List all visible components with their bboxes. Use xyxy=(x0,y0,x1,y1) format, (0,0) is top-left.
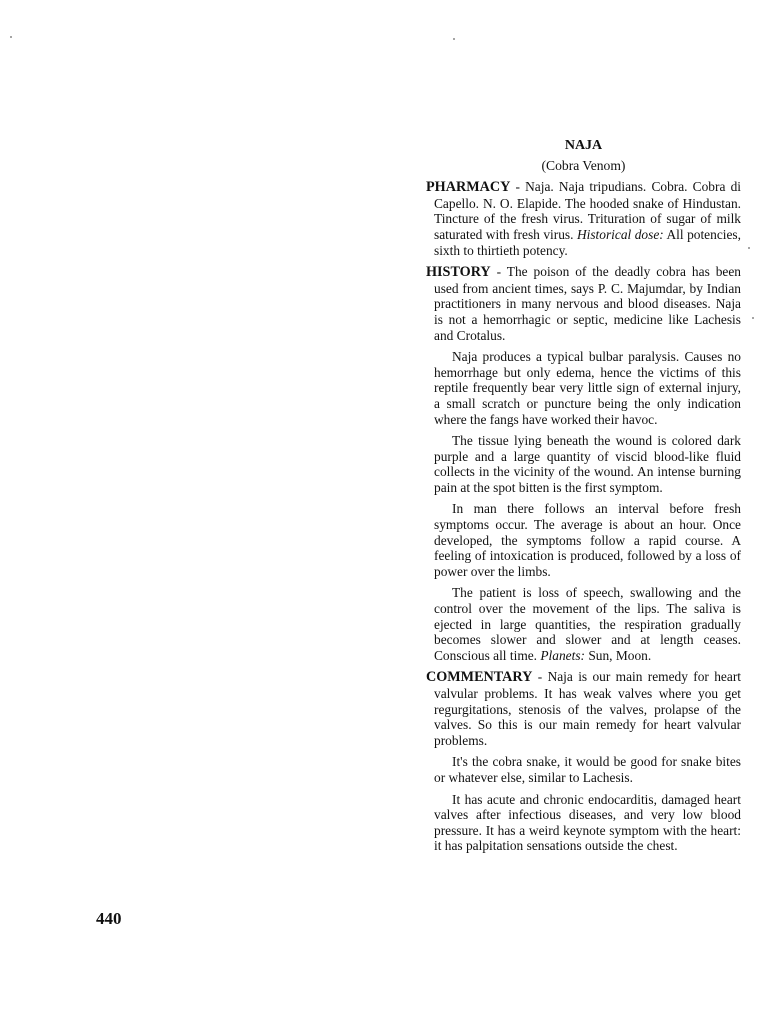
history-paragraph-planets xyxy=(426,585,741,663)
remedy-subtitle: (Cobra Venom) xyxy=(541,157,626,173)
page-number: 440 xyxy=(96,909,122,928)
commentary-paragraph: It's the cobra snake, it would be good for snake bites or whatever else, similar to Lachesis. xyxy=(434,754,741,785)
commentary-paragraph: It has acute and chronic endocarditis, damaged heart valves after infectious diseases, and very low blood pressure. It has a weird keynote symptom with the heart: it has palpitation sensations outside the chest. xyxy=(434,791,741,854)
commentary-section xyxy=(426,669,741,748)
history-section xyxy=(426,264,741,343)
history-last-text: The patient is loss of speech, swallowing and the control over the movement of the lips. The saliva is ejected in large quantities, the respiration gradually becomes slower and slower and at length ceases. Conscious all time. xyxy=(434,585,741,663)
historical-dose-text: All potencies, sixth to thirtieth potency. xyxy=(434,226,741,258)
pharmacy-text: - Naja. Naja tripudians. Cobra. Cobra di Capello. N. O. Elapide. The hooded snake of Hindustan. Tincture of the fresh virus. Trituration of sugar of milk saturated with fresh virus. xyxy=(434,179,741,242)
remedy-title: NAJA xyxy=(564,138,603,153)
commentary-text: - Naja is our main remedy for heart valvular problems. It has weak valves where you get regurgitations, stenosis of the valves, prolapse of the valves. So this is our main remedy for heart valvular problems. xyxy=(434,669,741,748)
history-paragraph: The tissue lying beneath the wound is colored dark purple and a large quantity of viscid blood-like fluid collects in the vicinity of the wound. An intense burning pain at the spot bitten is the first symptom. xyxy=(434,433,741,495)
planets-label: Planets: xyxy=(540,647,585,663)
planets-value: Sun, Moon. xyxy=(585,647,652,663)
scan-speck xyxy=(752,317,754,319)
history-heading: HISTORY xyxy=(426,264,491,281)
pharmacy-heading: PHARMACY xyxy=(426,179,511,196)
history-paragraph: In man there follows an interval before fresh symptoms occur. The average is about an hour. Once developed, the symptoms follow a rapid course. A feeling of intoxication is produced, followed by a loss of power over the limbs. xyxy=(434,501,741,579)
scan-speck xyxy=(748,247,750,249)
entry-column xyxy=(426,138,741,854)
pharmacy-section xyxy=(426,179,741,258)
scan-speck xyxy=(453,38,455,40)
history-text: - The poison of the deadly cobra has been used from ancient times, says P. C. Majumdar, by Indian practitioners in many nervous and blood diseases. Naja is not a hemorrhagic or septic, medicine like Lachesis and Crotalus. xyxy=(434,264,741,343)
commentary-heading: COMMENTARY xyxy=(426,669,533,686)
history-paragraph: Naja produces a typical bulbar paralysis. Causes no hemorrhage but only edema, hence the victims of this reptile frequently bear very little sign of external injury, a small scratch or puncture being the only indication where the fangs have worked their havoc. xyxy=(434,349,741,427)
historical-dose-label: Historical dose: xyxy=(576,226,664,242)
scan-speck xyxy=(10,36,12,38)
